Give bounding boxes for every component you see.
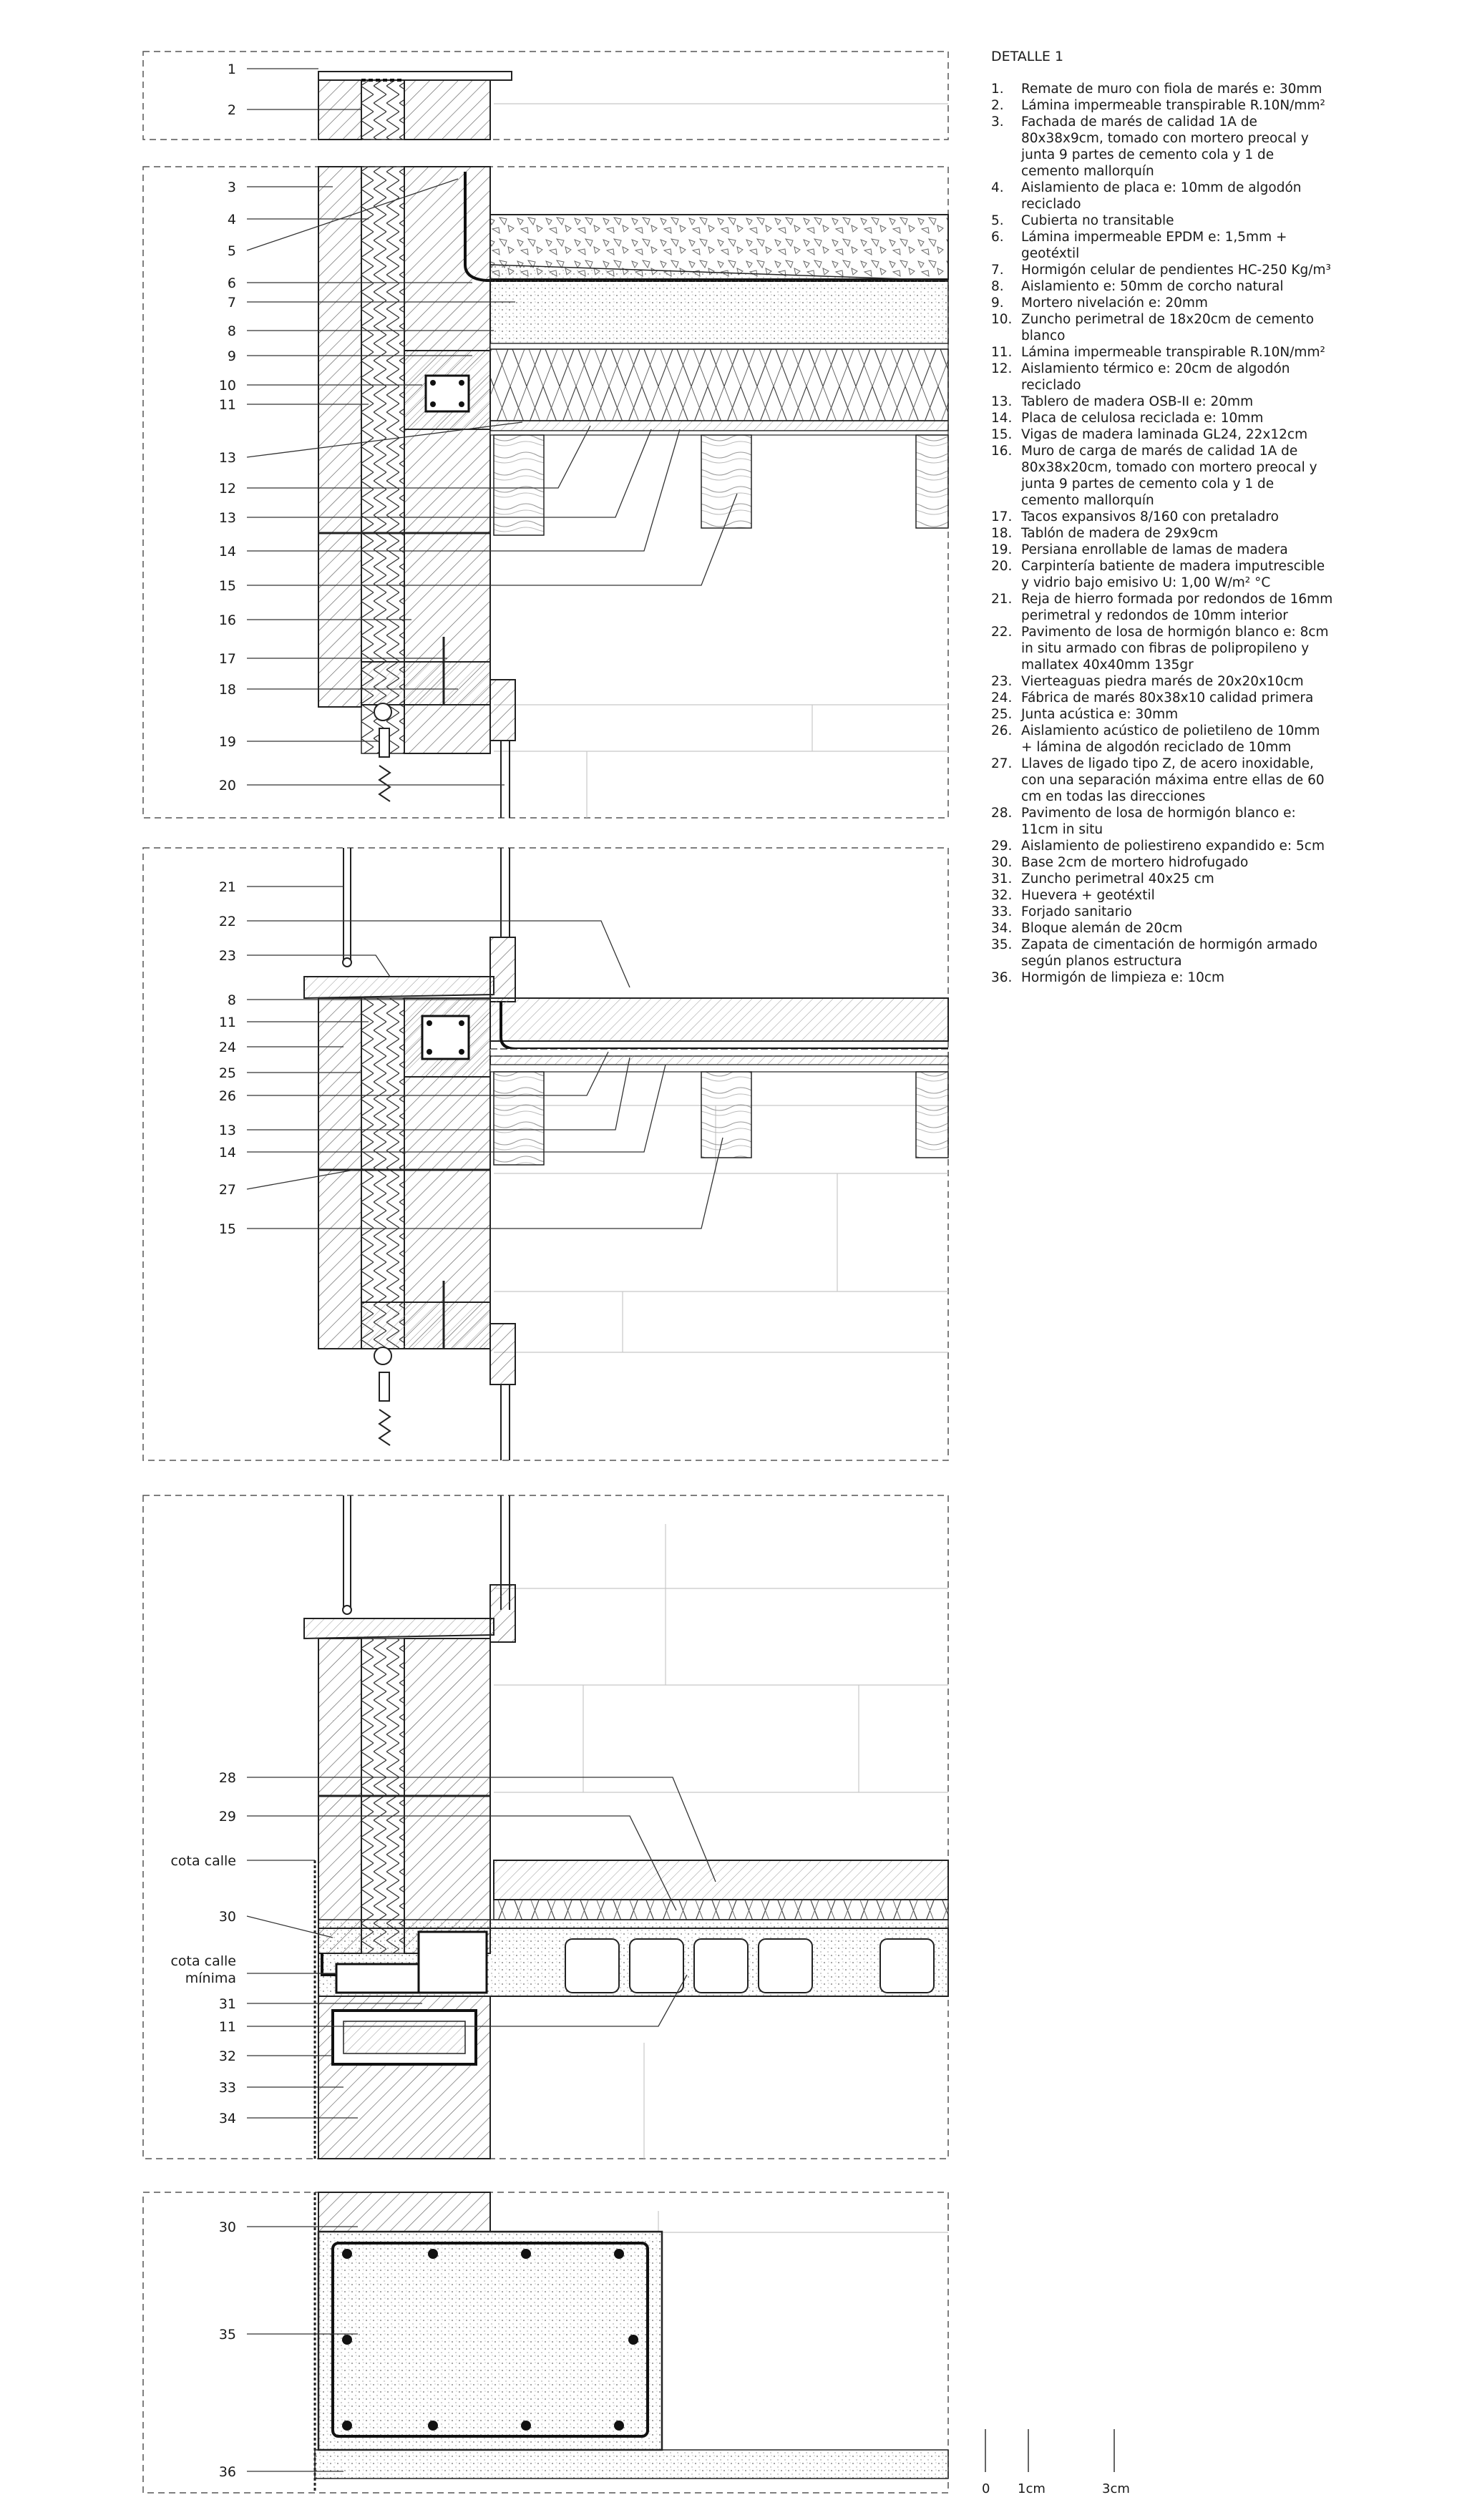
- legend-item-text: Remate de muro con fiola de marés e: 30mm: [1021, 82, 1322, 97]
- legend-item-text: Aislamiento de poliestireno expandido e: 5cm: [1021, 839, 1325, 854]
- callout-13: 13: [218, 1123, 236, 1138]
- legend-item: [991, 213, 1335, 229]
- legend-item-number: 17.: [991, 509, 1013, 524]
- callout-25: 25: [218, 1065, 236, 1081]
- legend-item-number: 28.: [991, 806, 1013, 821]
- callout-31: 31: [218, 1996, 236, 2012]
- callout-1: 1: [227, 62, 236, 77]
- legend-item-number: 16.: [991, 444, 1013, 459]
- legend-item-number: 14.: [991, 411, 1013, 426]
- callout-18: 18: [218, 682, 236, 698]
- callout-33: 33: [218, 2080, 236, 2096]
- legend-item-text: Cubierta no transitable: [1021, 213, 1174, 228]
- legend-item-text: Aislamiento de placa e: 10mm de algodón reciclado: [1021, 180, 1302, 212]
- legend-item-text: Carpintería batiente de madera imputrescible y vidrio bajo emisivo U: 1,00 W/m² °C: [1021, 559, 1325, 590]
- callout-24: 24: [218, 1040, 236, 1055]
- callout-5: 5: [227, 243, 236, 259]
- callout-22: 22: [218, 914, 236, 929]
- callout-17: 17: [218, 651, 236, 667]
- legend-item-number: 10.: [991, 312, 1013, 327]
- panel-footing-section: [315, 2192, 948, 2493]
- callout-3: 3: [227, 180, 236, 195]
- legend-item-number: 25.: [991, 707, 1013, 722]
- callout-15: 15: [218, 578, 236, 594]
- callout-28: 28: [218, 1770, 236, 1786]
- callout-8: 8: [227, 323, 236, 339]
- legend-item-number: 1.: [991, 82, 1004, 97]
- legend-item-text: Bloque alemán de 20cm: [1021, 921, 1183, 936]
- legend-item-number: 32.: [991, 888, 1013, 903]
- callout-34: 34: [218, 2111, 236, 2126]
- legend-item-number: 36.: [991, 970, 1013, 985]
- callout-13: 13: [218, 450, 236, 466]
- legend-item: [991, 262, 1335, 278]
- legend-list: [991, 81, 1335, 986]
- legend-item-number: 19.: [991, 542, 1013, 557]
- legend-item-text: Aislamiento térmico e: 20cm de algodón reciclado: [1021, 361, 1290, 393]
- callout-30: 30: [218, 2219, 236, 2235]
- callout-13: 13: [218, 510, 236, 526]
- callout-35: 35: [218, 2327, 236, 2343]
- legend-item-text: Aislamiento acústico de polietileno de 10mm + lámina de algodón reciclado de 10mm: [1021, 723, 1320, 755]
- legend-item: [991, 756, 1335, 805]
- legend-item-number: 24.: [991, 690, 1013, 705]
- legend-item: [991, 229, 1335, 262]
- legend-item: [991, 558, 1335, 591]
- legend-item: [991, 706, 1335, 723]
- callout-36: 36: [218, 2464, 236, 2480]
- legend-item: [991, 410, 1335, 426]
- legend-item: [991, 97, 1335, 114]
- legend-item: [991, 278, 1335, 295]
- legend-item-number: 35.: [991, 937, 1013, 952]
- callout-11: 11: [218, 1015, 236, 1030]
- legend-item: [991, 871, 1335, 887]
- panel-wall-cap: [318, 72, 512, 140]
- callout-cota-calle-minima-2: mínima: [185, 1970, 236, 1986]
- legend-item-number: 3.: [991, 114, 1004, 130]
- scale-label-3cm: 3cm: [1102, 2481, 1130, 2496]
- legend-item: [991, 937, 1335, 970]
- legend-item-text: Zuncho perimetral 40x25 cm: [1021, 871, 1214, 887]
- legend-item: [991, 624, 1335, 673]
- callout-cota-calle: cota calle: [170, 1853, 236, 1869]
- legend-item-number: 26.: [991, 723, 1013, 738]
- legend-item: [991, 426, 1335, 443]
- legend-item-text: Persiana enrollable de lamas de madera: [1021, 542, 1288, 557]
- scale-bar: [982, 2429, 1130, 2496]
- legend-item-text: Vigas de madera laminada GL24, 22x12cm: [1021, 427, 1308, 442]
- legend-item-number: 22.: [991, 625, 1013, 640]
- panel-ground-section: [304, 1495, 948, 2159]
- legend-item-number: 31.: [991, 871, 1013, 887]
- legend-item: [991, 344, 1335, 361]
- legend-item-text: Hormigón de limpieza e: 10cm: [1021, 970, 1225, 985]
- legend-item: [991, 361, 1335, 394]
- callout-9: 9: [227, 348, 236, 364]
- scale-label-1cm: 1cm: [1018, 2481, 1046, 2496]
- legend-item-text: Placa de celulosa reciclada e: 10mm: [1021, 411, 1264, 426]
- legend-item: [991, 904, 1335, 920]
- legend-item-text: Forjado sanitario: [1021, 904, 1132, 919]
- legend-item-number: 6.: [991, 230, 1004, 245]
- legend-item: [991, 443, 1335, 509]
- legend-item-text: Tacos expansivos 8/160 con pretaladro: [1021, 509, 1279, 524]
- legend-item-text: Aislamiento e: 50mm de corcho natural: [1021, 279, 1284, 294]
- legend-item: [991, 81, 1335, 97]
- legend-item-number: 23.: [991, 674, 1013, 689]
- legend-item-text: Fábrica de marés 80x38x10 calidad primera: [1021, 690, 1314, 705]
- legend-item: [991, 970, 1335, 986]
- legend-item-number: 30.: [991, 855, 1013, 870]
- legend-item: [991, 180, 1335, 213]
- legend-item: [991, 509, 1335, 525]
- callout-29: 29: [218, 1809, 236, 1825]
- legend-item: [991, 920, 1335, 937]
- callout-15: 15: [218, 1221, 236, 1237]
- legend-item-number: 12.: [991, 361, 1013, 376]
- legend-item-text: Tablón de madera de 29x9cm: [1021, 526, 1219, 541]
- legend-item: [991, 295, 1335, 311]
- legend-item-text: Tablero de madera OSB-II e: 20mm: [1021, 394, 1254, 409]
- legend-item-text: Hormigón celular de pendientes HC-250 Kg/m³: [1021, 263, 1331, 278]
- callout-6: 6: [227, 275, 236, 291]
- legend-item-text: Junta acústica e: 30mm: [1021, 707, 1179, 722]
- legend-item-number: 5.: [991, 213, 1004, 228]
- callout-4: 4: [227, 212, 236, 228]
- callout-11: 11: [218, 397, 236, 413]
- legend-item-text: Llaves de ligado tipo Z, de acero inoxidable, con una separación máxima entre ellas de 60 cm en todas las direcciones: [1021, 756, 1325, 804]
- legend-item-number: 18.: [991, 526, 1013, 541]
- legend-item-text: Lámina impermeable EPDM e: 1,5mm + geotéxtil: [1021, 230, 1287, 261]
- legend-item-text: Zuncho perimetral de 18x20cm de cemento blanco: [1021, 312, 1315, 343]
- legend-item-text: Vierteaguas piedra marés de 20x20x10cm: [1021, 674, 1304, 689]
- callout-11: 11: [218, 2019, 236, 2035]
- callout-cota-calle-minima: cota calle: [170, 1953, 236, 1969]
- callout-23: 23: [218, 948, 236, 964]
- callout-12: 12: [218, 481, 236, 497]
- legend-item-number: 9.: [991, 296, 1004, 311]
- legend-item: [991, 838, 1335, 854]
- legend-item-text: Muro de carga de marés de calidad 1A de 80x38x20cm, tomado con mortero preocal y junta 9 partes de cemento cola y 1 de cemento mallorquín: [1021, 444, 1317, 508]
- legend-item-number: 11.: [991, 345, 1013, 360]
- legend-item-number: 8.: [991, 279, 1004, 294]
- callout-8: 8: [227, 992, 236, 1008]
- legend-item: [991, 542, 1335, 558]
- legend-item-number: 2.: [991, 98, 1004, 113]
- callout-32: 32: [218, 2048, 236, 2064]
- callout-14: 14: [218, 544, 236, 560]
- legend-item-number: 29.: [991, 839, 1013, 854]
- legend-title: DETALLE 1: [991, 49, 1064, 64]
- callout-14: 14: [218, 1145, 236, 1161]
- legend-item-number: 7.: [991, 263, 1004, 278]
- legend-item-text: Reja de hierro formada por redondos de 16mm perimetral y redondos de 10mm interior: [1021, 592, 1333, 623]
- legend-item: [991, 673, 1335, 690]
- legend-item-text: Mortero nivelación e: 20mm: [1021, 296, 1208, 311]
- legend-item-text: Huevera + geotéxtil: [1021, 888, 1155, 903]
- legend-item: [991, 690, 1335, 706]
- callout-7: 7: [227, 295, 236, 311]
- legend-item: [991, 525, 1335, 542]
- callout-16: 16: [218, 612, 236, 628]
- callout-10: 10: [218, 378, 236, 394]
- legend-item: [991, 394, 1335, 410]
- legend-item-number: 34.: [991, 921, 1013, 936]
- legend: [991, 49, 1335, 986]
- legend-item-number: 27.: [991, 756, 1013, 771]
- panel-roof-section: [318, 167, 948, 818]
- scale-label-0: 0: [982, 2481, 990, 2496]
- legend-item-number: 33.: [991, 904, 1013, 919]
- legend-item: [991, 114, 1335, 180]
- legend-item-number: 15.: [991, 427, 1013, 442]
- legend-item-number: 20.: [991, 559, 1013, 574]
- legend-item-text: Lámina impermeable transpirable R.10N/mm²: [1021, 98, 1325, 113]
- callout-27: 27: [218, 1182, 236, 1198]
- legend-item-text: Pavimento de losa de hormigón blanco e: 11cm in situ: [1021, 806, 1296, 837]
- legend-item-text: Fachada de marés de calidad 1A de 80x38x9cm, tomado con mortero preocal y junta 9 partes de cemento cola y 1 de cemento mallorquín: [1021, 114, 1309, 179]
- legend-item-text: Zapata de cimentación de hormigón armado según planos estructura: [1021, 937, 1318, 969]
- legend-item-number: 4.: [991, 180, 1004, 195]
- legend-item: [991, 723, 1335, 756]
- callout-19: 19: [218, 734, 236, 750]
- callout-labels: [170, 62, 236, 2480]
- legend-item: [991, 591, 1335, 624]
- legend-item: [991, 854, 1335, 871]
- legend-item-text: Base 2cm de mortero hidrofugado: [1021, 855, 1249, 870]
- legend-item-text: Lámina impermeable transpirable R.10N/mm²: [1021, 345, 1325, 360]
- legend-item: [991, 805, 1335, 838]
- callout-21: 21: [218, 879, 236, 895]
- legend-item-number: 21.: [991, 592, 1013, 607]
- callout-20: 20: [218, 778, 236, 793]
- legend-item: [991, 887, 1335, 904]
- legend-item: [991, 311, 1335, 344]
- callout-26: 26: [218, 1088, 236, 1104]
- callout-2: 2: [227, 102, 236, 118]
- legend-item-text: Pavimento de losa de hormigón blanco e: 8cm in situ armado con fibras de polipropileno y mallatex 40x40mm 135gr: [1021, 625, 1329, 673]
- callout-30: 30: [218, 1909, 236, 1925]
- panel-floor-section: [304, 848, 948, 1460]
- legend-item-number: 13.: [991, 394, 1013, 409]
